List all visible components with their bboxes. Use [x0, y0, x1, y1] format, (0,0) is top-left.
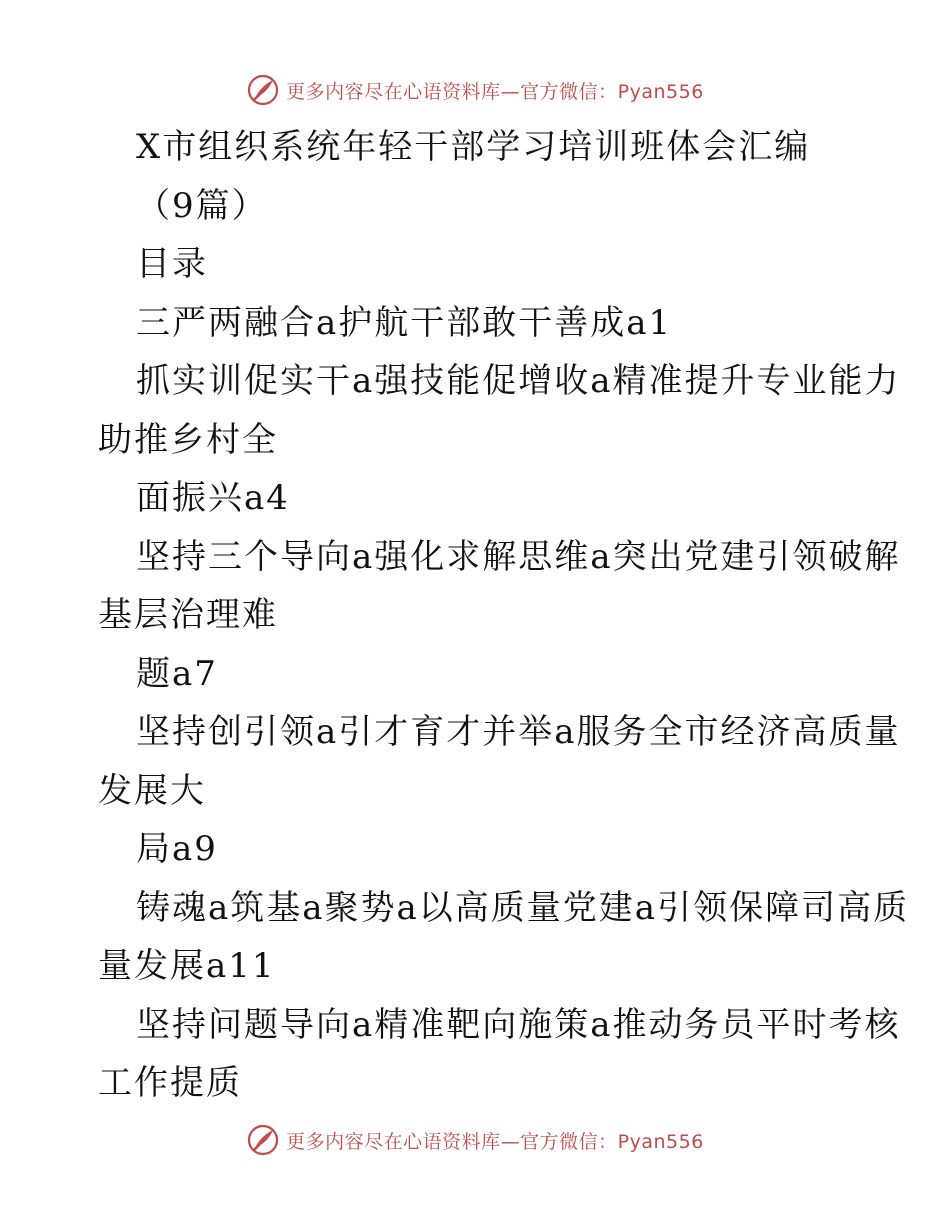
toc-line: 坚持创引领a引才育才并举a服务全市经济高质量	[136, 712, 901, 752]
toc-line: 局a9	[136, 829, 218, 869]
toc-line: 工作提质	[98, 1063, 242, 1103]
banner-text: 更多内容尽在心语资料库—官方微信：Pyan556	[286, 1130, 704, 1153]
toc-line: 基层治理难	[98, 595, 278, 635]
document-title-line-2: （9篇）	[136, 185, 268, 226]
quill-pen-logo-icon	[246, 1123, 280, 1157]
toc-line: 助推乡村全	[98, 419, 278, 460]
document-title-line-1: X市组织系统年轻干部学习培训班体会汇编	[136, 127, 811, 167]
toc-line: 铸魂a筑基a聚势a以高质量党建a引领保障司高质	[136, 887, 910, 928]
toc-line: 面振兴a4	[136, 478, 290, 518]
document-body	[98, 118, 910, 1113]
toc-line: 抓实训促实干a强技能促增收a精准提升专业能力	[136, 361, 901, 401]
bottom-banner	[0, 1120, 950, 1160]
quill-pen-logo-icon	[246, 73, 280, 107]
banner-text: 更多内容尽在心语资料库—官方微信：Pyan556	[286, 80, 704, 103]
toc-line: 发展大	[98, 770, 206, 811]
toc-heading: 目录	[136, 244, 208, 284]
toc-line: 坚持问题导向a精准靶向施策a推动务员平时考核	[136, 1004, 901, 1045]
toc-line: 量发展a11	[98, 946, 276, 986]
toc-line: 题a7	[136, 653, 218, 694]
toc-line: 坚持三个导向a强化求解思维a突出党建引领破解	[136, 536, 901, 577]
top-banner	[0, 70, 950, 110]
toc-line: 三严两融合a护航干部敢干善成a1	[136, 302, 673, 343]
